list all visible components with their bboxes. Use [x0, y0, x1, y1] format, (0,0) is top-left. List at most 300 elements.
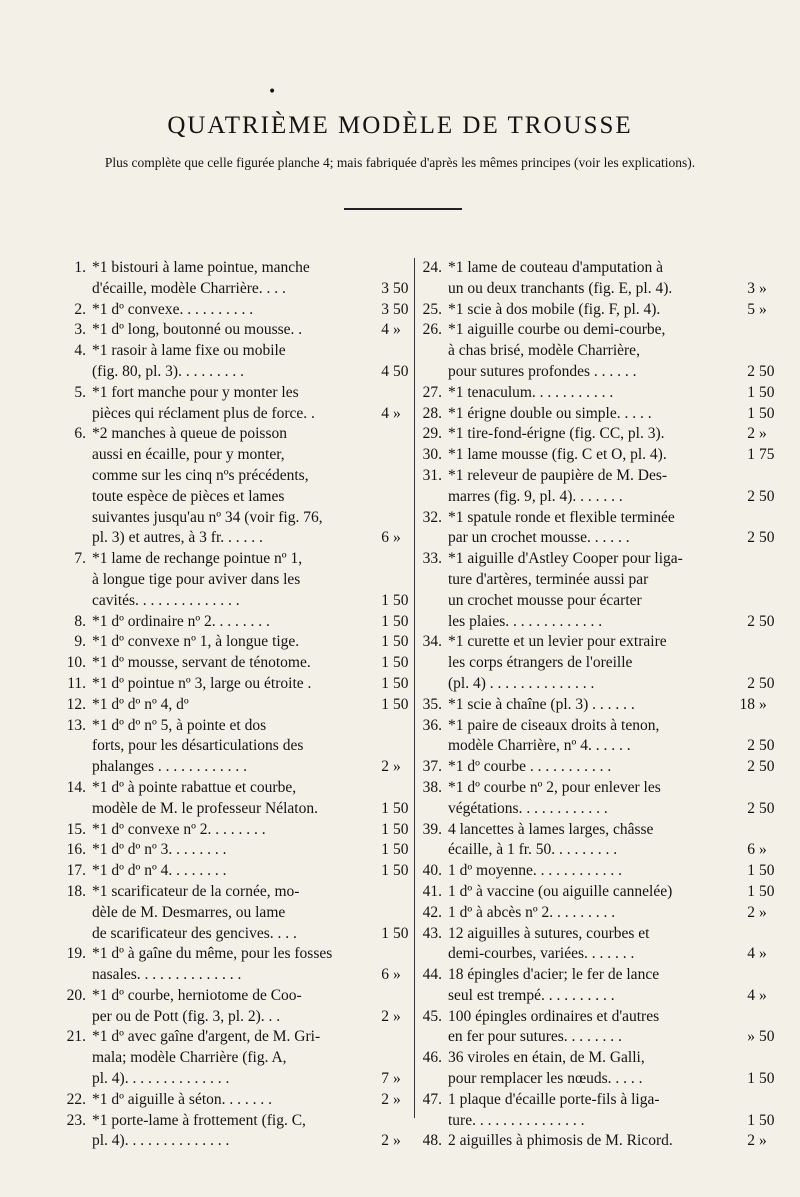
item-line-text: *1 aiguille d'Astley Cooper pour liga-	[448, 550, 683, 568]
item-line-text: *1 lame de rechange pointue nº 1,	[92, 550, 303, 568]
price-francs: 4	[747, 986, 756, 1004]
item-line-text: écaille, à 1 fr. 50. . . . . . . . .	[448, 841, 618, 859]
list-item	[418, 757, 780, 778]
price-centimes: »	[759, 945, 767, 963]
item-line-text: forts, pour les désarticulations des	[92, 737, 304, 755]
item-price	[368, 861, 414, 882]
item-number: 32.	[422, 508, 442, 526]
price-francs: 2	[381, 1007, 390, 1025]
item-line	[448, 1090, 780, 1111]
item-line-text: *1 releveur de paupière de M. Des-	[448, 466, 668, 484]
item-line	[92, 320, 414, 341]
price-centimes: »	[393, 1090, 401, 1108]
item-number: 10.	[66, 654, 86, 672]
item-line-text: *1 fort manche pour y monter les	[92, 383, 299, 401]
item-price	[368, 757, 414, 778]
list-item	[62, 716, 414, 778]
item-line	[92, 1131, 414, 1152]
price-francs: 4	[381, 404, 390, 422]
price-centimes: 50	[393, 654, 409, 672]
item-line-text: les corps étrangers de l'oreille	[448, 654, 633, 672]
price-francs: 2	[747, 758, 756, 776]
list-item	[62, 820, 414, 841]
item-line-text: *1 dº convexe nº 2. . . . . . . .	[92, 820, 266, 838]
item-price	[734, 362, 780, 383]
price-francs: 1	[381, 633, 390, 651]
item-number: 37.	[422, 758, 442, 776]
item-price	[368, 1131, 414, 1152]
item-line-text: de scarificateur des gencives. . . .	[92, 924, 297, 942]
item-number: 5.	[74, 383, 86, 401]
item-line-text: végétations. . . . . . . . . . . .	[448, 799, 608, 817]
item-line	[448, 549, 780, 570]
item-number: 44.	[422, 966, 442, 984]
item-line	[448, 1007, 780, 1028]
item-number: 18.	[66, 882, 86, 900]
item-line-text: modèle de M. le professeur Nélaton.	[92, 799, 318, 817]
item-number: 33.	[422, 550, 442, 568]
item-line	[92, 716, 414, 737]
list-item	[418, 1007, 780, 1049]
item-line	[448, 612, 780, 633]
price-centimes: 50	[759, 674, 775, 692]
item-number: 12.	[66, 695, 86, 713]
item-number: 35.	[422, 695, 442, 713]
item-line-text: 4 lancettes à lames larges, châsse	[448, 820, 654, 838]
price-centimes: 50	[759, 404, 775, 422]
item-number: 4.	[74, 342, 86, 360]
list-item	[62, 300, 414, 321]
item-price	[368, 924, 414, 945]
item-line-text: ture d'artères, terminée aussi par	[448, 570, 649, 588]
item-line-text: *2 manches à queue de poisson	[92, 425, 287, 443]
item-price	[368, 695, 414, 716]
price-centimes: 50	[393, 591, 409, 609]
list-item	[62, 258, 414, 300]
item-line-text: *1 dº long, boutonné ou mousse. .	[92, 321, 303, 339]
item-price	[734, 674, 780, 695]
price-centimes: »	[393, 1132, 401, 1150]
item-description	[92, 320, 414, 341]
item-number: 23.	[66, 1111, 86, 1129]
item-line-text: (pl. 4) . . . . . . . . . . . . . .	[448, 674, 595, 692]
list-item	[418, 320, 780, 382]
item-line	[92, 944, 414, 965]
item-line-text: *1 dº pointue nº 3, large ou étroite .	[92, 674, 312, 692]
item-line-text: *1 dº dº nº 4, dº	[92, 695, 189, 713]
item-line	[448, 903, 780, 924]
price-centimes: 50	[759, 1111, 775, 1129]
item-description	[448, 404, 780, 425]
item-line-text: mala; modèle Charrière (fig. A,	[92, 1049, 287, 1067]
item-number: 46.	[422, 1049, 442, 1067]
price-francs: 1	[747, 404, 756, 422]
item-line	[448, 320, 780, 341]
price-francs: 2	[747, 529, 756, 547]
item-line-text: *1 dº mousse, servant de ténotome.	[92, 654, 311, 672]
list-item	[418, 903, 780, 924]
item-line-text: à longue tige pour aviver dans les	[92, 570, 301, 588]
price-centimes: 50	[393, 820, 409, 838]
item-line-text: pl. 4). . . . . . . . . . . . . .	[92, 1070, 230, 1088]
item-description	[448, 757, 780, 778]
item-description	[448, 1007, 780, 1049]
price-francs: 6	[381, 966, 390, 984]
item-description	[448, 1131, 780, 1152]
item-line-text: *1 tenaculum. . . . . . . . . . .	[448, 383, 614, 401]
item-description	[92, 1111, 414, 1153]
item-number: 45.	[422, 1007, 442, 1025]
item-number: 13.	[66, 716, 86, 734]
item-number: 36.	[422, 716, 442, 734]
item-line-text: per ou de Pott (fig. 3, pl. 2). . .	[92, 1007, 281, 1025]
price-centimes: »	[393, 404, 401, 422]
price-centimes: 50	[393, 799, 409, 817]
item-line-text: à chas brisé, modèle Charrière,	[448, 342, 640, 360]
price-francs: 1	[747, 446, 756, 464]
item-line-text: *1 dº courbe . . . . . . . . . . .	[448, 758, 612, 776]
price-francs: 1	[381, 654, 390, 672]
price-centimes: »	[393, 321, 401, 339]
item-number: 16.	[66, 841, 86, 859]
item-line	[448, 632, 780, 653]
price-francs: 1	[747, 882, 756, 900]
list-item	[62, 320, 414, 341]
item-number: 38.	[422, 778, 442, 796]
list-item	[62, 1111, 414, 1153]
title-rule	[344, 208, 462, 210]
item-description	[448, 383, 780, 404]
item-line	[448, 570, 780, 591]
list-item	[418, 778, 780, 820]
item-description	[92, 861, 414, 882]
item-line	[92, 861, 414, 882]
price-francs: 1	[747, 1070, 756, 1088]
price-francs: 2	[381, 758, 390, 776]
item-price	[734, 903, 780, 924]
item-line	[448, 653, 780, 674]
item-price	[734, 861, 780, 882]
price-centimes: 50	[393, 674, 409, 692]
price-francs: 1	[381, 674, 390, 692]
price-francs: 2	[381, 1132, 390, 1150]
list-item	[418, 1090, 780, 1132]
item-price	[368, 840, 414, 861]
item-number: 21.	[66, 1028, 86, 1046]
list-item	[62, 424, 414, 549]
item-description	[448, 320, 780, 382]
item-number: 7.	[74, 550, 86, 568]
item-line	[92, 840, 414, 861]
item-number: 48.	[422, 1132, 442, 1150]
item-line	[92, 528, 414, 549]
item-description	[448, 508, 780, 550]
item-description	[448, 300, 780, 321]
price-francs: 6	[381, 529, 390, 547]
item-line	[92, 1111, 414, 1132]
item-line-text: *1 dº convexe. . . . . . . . . .	[92, 300, 254, 318]
item-description	[448, 965, 780, 1007]
item-line	[448, 1069, 780, 1090]
item-description	[448, 820, 780, 862]
price-centimes: »	[759, 300, 767, 318]
price-centimes: »	[759, 279, 767, 297]
list-item	[62, 861, 414, 882]
item-line	[448, 300, 780, 321]
list-item	[62, 612, 414, 633]
item-line-text: 2 aiguilles à phimosis de M. Ricord.	[448, 1132, 673, 1150]
price-francs: 1	[747, 383, 756, 401]
item-description	[448, 549, 780, 632]
item-line	[448, 279, 780, 300]
item-line	[448, 944, 780, 965]
item-line	[448, 757, 780, 778]
item-line	[448, 882, 780, 903]
item-number: 3.	[74, 321, 86, 339]
item-price	[368, 1069, 414, 1090]
item-number: 8.	[74, 612, 86, 630]
item-line-text: pl. 4). . . . . . . . . . . . . .	[92, 1132, 230, 1150]
item-line	[448, 445, 780, 466]
item-line	[92, 674, 414, 695]
item-line	[448, 591, 780, 612]
item-line	[92, 466, 414, 487]
item-price	[368, 279, 414, 300]
item-line-text: 1 dº à abcès nº 2. . . . . . . . .	[448, 903, 616, 921]
item-line-text: par un crochet mousse. . . . . .	[448, 529, 630, 547]
item-description	[92, 1027, 414, 1089]
item-line	[92, 986, 414, 1007]
price-francs: 1	[381, 799, 390, 817]
item-line-text: en fer pour sutures. . . . . . . .	[448, 1028, 622, 1046]
item-line-text: 18 épingles d'acier; le fer de lance	[448, 966, 660, 984]
price-francs: 1	[381, 841, 390, 859]
price-centimes: 50	[759, 862, 775, 880]
item-line-text: 1 dº à vaccine (ou aiguille cannelée)	[448, 882, 673, 900]
item-line-text: pour sutures profondes . . . . . .	[448, 362, 637, 380]
ornament-dot: •	[268, 84, 277, 100]
item-number: 43.	[422, 924, 442, 942]
item-line-text: phalanges . . . . . . . . . . . .	[92, 758, 247, 776]
item-number: 41.	[422, 882, 442, 900]
item-number: 39.	[422, 820, 442, 838]
item-line	[448, 1048, 780, 1069]
item-line	[92, 1027, 414, 1048]
item-description	[92, 300, 414, 321]
price-francs: 7	[381, 1070, 390, 1088]
list-item	[418, 445, 780, 466]
item-line-text: *1 dº dº nº 4. . . . . . . .	[92, 862, 227, 880]
list-item	[418, 861, 780, 882]
item-price	[368, 404, 414, 425]
item-line	[92, 300, 414, 321]
item-line-text: *1 dº dº nº 3. . . . . . . .	[92, 841, 227, 859]
list-item	[418, 820, 780, 862]
item-price	[734, 1027, 780, 1048]
item-line-text: pièces qui réclament plus de force. .	[92, 404, 315, 422]
item-line	[92, 778, 414, 799]
item-line-text: 12 aiguilles à sutures, courbes et	[448, 924, 650, 942]
price-centimes: 50	[759, 1028, 775, 1046]
item-number: 27.	[422, 383, 442, 401]
item-line	[448, 799, 780, 820]
item-price	[734, 445, 780, 466]
price-centimes: »	[393, 529, 401, 547]
item-price	[368, 320, 414, 341]
price-centimes: 50	[759, 758, 775, 776]
item-line-text: 100 épingles ordinaires et d'autres	[448, 1007, 660, 1025]
item-line-text: *1 dº ordinaire nº 2. . . . . . . .	[92, 612, 270, 630]
item-price	[368, 300, 414, 321]
item-line	[448, 986, 780, 1007]
item-line	[92, 362, 414, 383]
item-number: 1.	[74, 259, 86, 276]
price-francs: 1	[381, 695, 390, 713]
item-price	[368, 632, 414, 653]
list-item	[418, 424, 780, 445]
item-line-text: pour remplacer les nœuds. . . . .	[448, 1070, 643, 1088]
item-line-text: 1 dº moyenne. . . . . . . . . . . .	[448, 862, 622, 880]
item-line-text: toute espèce de pièces et lames	[92, 487, 285, 505]
item-description	[92, 778, 414, 820]
item-line	[92, 820, 414, 841]
list-item	[62, 549, 414, 611]
list-item	[418, 632, 780, 694]
price-centimes: »	[759, 986, 767, 1004]
price-francs: 2	[747, 799, 756, 817]
price-centimes: »	[393, 1070, 401, 1088]
page-subtitle: Plus complète que celle figurée planche 4; mais fabriquée d'après les mêmes principes (voir les explications).	[104, 155, 696, 170]
item-line-text: *1 dº à gaîne du même, pour les fosses	[92, 945, 333, 963]
item-line-text: *1 dº dº nº 5, à pointe et dos	[92, 716, 267, 734]
item-line-text: *1 dº à pointe rabattue et courbe,	[92, 778, 297, 796]
item-number: 25.	[422, 300, 442, 318]
item-number: 34.	[422, 633, 442, 651]
item-price	[734, 1069, 780, 1090]
item-description	[92, 882, 414, 944]
item-line-text: 1 plaque d'écaille porte-fils à liga-	[448, 1090, 660, 1108]
item-price	[368, 799, 414, 820]
item-description	[92, 612, 414, 633]
price-francs: 4	[381, 321, 390, 339]
item-number: 20.	[66, 986, 86, 1004]
item-line	[92, 487, 414, 508]
price-francs: 2	[747, 612, 756, 630]
item-line	[92, 383, 414, 404]
item-line	[92, 903, 414, 924]
price-francs: 4	[747, 945, 756, 963]
item-line	[92, 508, 414, 529]
item-line-text: *1 lame mousse (fig. C et O, pl. 4).	[448, 446, 667, 464]
item-line	[92, 1069, 414, 1090]
list-item	[62, 1027, 414, 1089]
price-centimes: »	[393, 966, 401, 984]
item-price	[734, 736, 780, 757]
item-line	[92, 1090, 414, 1111]
item-line	[448, 424, 780, 445]
list-item	[62, 383, 414, 425]
item-line	[92, 965, 414, 986]
item-line-text: d'écaille, modèle Charrière. . . .	[92, 279, 286, 297]
list-item	[62, 778, 414, 820]
item-price	[734, 840, 780, 861]
item-price	[734, 882, 780, 903]
item-price	[734, 1111, 780, 1132]
item-price	[368, 674, 414, 695]
item-price	[368, 653, 414, 674]
item-line-text: *1 scarificateur de la cornée, mo-	[92, 882, 300, 900]
item-price	[368, 612, 414, 633]
price-francs: 5	[747, 300, 756, 318]
price-centimes: »	[759, 1132, 767, 1150]
item-description	[448, 466, 780, 508]
item-description	[448, 445, 780, 466]
item-line-text: *1 aiguille courbe ou demi-courbe,	[448, 321, 666, 339]
price-francs: 2	[747, 1132, 756, 1150]
item-number: 26.	[422, 321, 442, 339]
price-francs: 1	[381, 862, 390, 880]
price-centimes: 50	[759, 487, 775, 505]
price-centimes: »	[393, 758, 401, 776]
price-centimes: »	[759, 695, 767, 713]
item-line-text: *1 dº aiguille à séton. . . . . . .	[92, 1090, 273, 1108]
item-number: 11.	[67, 674, 86, 692]
price-centimes: 50	[393, 695, 409, 713]
item-line	[448, 736, 780, 757]
item-number: 24.	[422, 259, 442, 276]
item-price	[368, 591, 414, 612]
item-line	[92, 799, 414, 820]
list-item	[62, 632, 414, 653]
list-item	[62, 882, 414, 944]
list-item	[418, 716, 780, 758]
item-description	[92, 820, 414, 841]
item-number: 28.	[422, 404, 442, 422]
item-description	[448, 882, 780, 903]
item-line-text: comme sur les cinq nºs précédents,	[92, 466, 309, 484]
list-item	[62, 653, 414, 674]
item-price	[734, 1131, 780, 1152]
item-line	[92, 424, 414, 445]
price-centimes: »	[393, 1007, 401, 1025]
item-number: 9.	[74, 633, 86, 651]
item-line	[92, 445, 414, 466]
item-number: 19.	[66, 945, 86, 963]
item-description	[92, 653, 414, 674]
price-francs: 1	[381, 612, 390, 630]
price-francs: 3	[747, 279, 756, 297]
item-line	[448, 404, 780, 425]
price-francs: 1	[747, 862, 756, 880]
item-number: 29.	[422, 425, 442, 443]
price-francs: 6	[747, 841, 756, 859]
price-centimes: 50	[759, 362, 775, 380]
price-francs: 2	[747, 362, 756, 380]
list-item	[62, 840, 414, 861]
item-description	[92, 341, 414, 383]
item-price	[368, 528, 414, 549]
item-description	[92, 632, 414, 653]
item-line	[92, 924, 414, 945]
item-price	[734, 799, 780, 820]
price-francs: 2	[747, 674, 756, 692]
item-description	[92, 840, 414, 861]
item-line	[92, 570, 414, 591]
price-centimes: 50	[759, 882, 775, 900]
item-line-text: *1 rasoir à lame fixe ou mobile	[92, 342, 286, 360]
list-item	[62, 695, 414, 716]
price-centimes: 50	[393, 300, 409, 318]
